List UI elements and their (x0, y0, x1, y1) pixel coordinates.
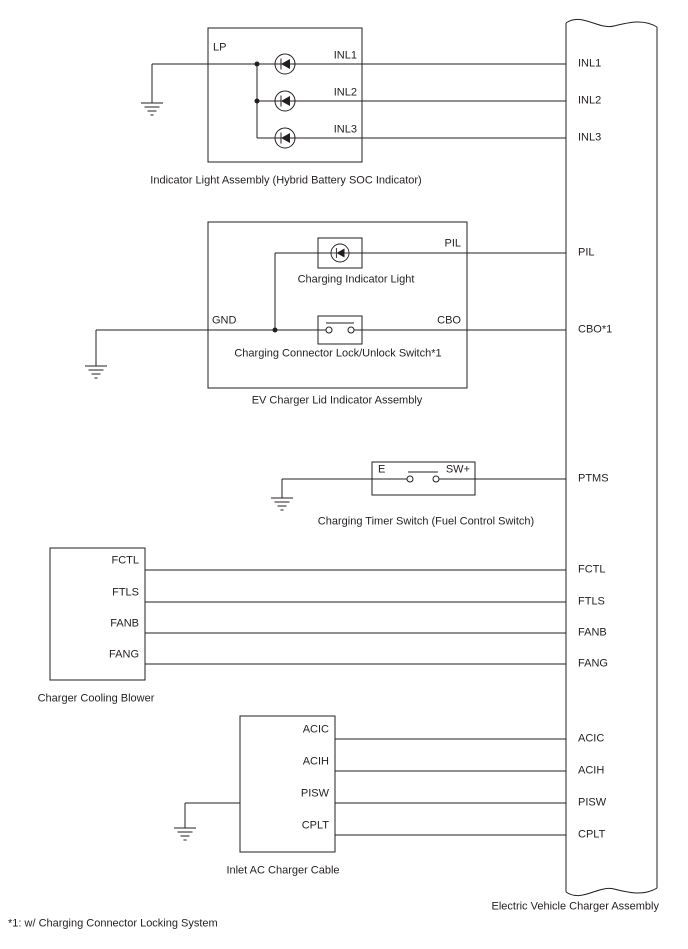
pin-label-sw-plus: SW+ (445, 463, 470, 476)
ground-icon (174, 828, 196, 840)
junction-dot (255, 99, 260, 104)
caption-charging-indicator-light: Charging Indicator Light (297, 273, 415, 286)
switch-contact-icon (326, 323, 354, 333)
pin-label-inl1-internal: INL1 (333, 49, 357, 62)
pin-label-acih-internal: ACIH (302, 755, 329, 768)
ground-icon (271, 498, 293, 510)
pin-label-gnd: GND (212, 314, 237, 327)
led-diode-icon (331, 244, 349, 262)
terminal-label-cbo: CBO*1 (578, 323, 613, 336)
pin-label-cbo-internal: CBO (437, 314, 461, 327)
terminal-label-fang: FANG (578, 657, 608, 670)
terminal-label-fctl: FCTL (578, 563, 606, 576)
pin-label-ftls-internal: FTLS (112, 586, 139, 599)
terminal-label-acih: ACIH (578, 764, 605, 777)
caption-charger-cooling-blower: Charger Cooling Blower (37, 692, 155, 705)
terminal-label-pil: PIL (578, 246, 595, 259)
ev-charger-lid-indicator-box (208, 222, 467, 388)
terminal-label-pisw: PISW (578, 796, 607, 809)
pin-label-inl3-internal: INL3 (333, 123, 357, 136)
pin-label-inl2-internal: INL2 (333, 86, 357, 99)
symbols (85, 19, 657, 895)
terminal-label-ptms: PTMS (578, 472, 609, 485)
led-diode-icon (275, 128, 295, 148)
terminal-label-fanb: FANB (578, 626, 607, 639)
pin-label-fctl-internal: FCTL (111, 554, 139, 567)
pin-label-lp: LP (213, 41, 227, 54)
ground-icon (85, 366, 107, 378)
ground-icon (141, 103, 163, 115)
caption-charging-timer-switch: Charging Timer Switch (Fuel Control Switch) (317, 515, 535, 528)
terminal-label-cplt: CPLT (578, 828, 606, 841)
pin-label-fanb-internal: FANB (110, 617, 139, 630)
pin-label-fang-internal: FANG (109, 648, 139, 661)
pin-label-cplt-internal: CPLT (301, 819, 329, 832)
caption-inlet-ac-charger-cable: Inlet AC Charger Cable (226, 864, 340, 877)
caption-indicator-light-assembly: Indicator Light Assembly (Hybrid Battery SOC Indicator) (150, 174, 422, 187)
led-diode-icon (275, 54, 295, 74)
rail-break-top (566, 19, 657, 27)
caption-electric-vehicle-charger-assembly: Electric Vehicle Charger Assembly (491, 900, 659, 913)
pin-label-acic-internal: ACIC (302, 723, 329, 736)
terminal-label-inl2: INL2 (578, 94, 602, 107)
switch-contact-icon (407, 472, 439, 482)
pin-label-pil-internal: PIL (444, 237, 461, 250)
pin-label-e: E (378, 463, 386, 476)
terminal-label-inl1: INL1 (578, 57, 602, 70)
caption-lock-unlock-switch: Charging Connector Lock/Unlock Switch*1 (234, 347, 442, 360)
terminal-label-ftls: FTLS (578, 595, 605, 608)
caption-ev-charger-lid-indicator: EV Charger Lid Indicator Assembly (251, 394, 423, 407)
rail-break-bottom (566, 888, 657, 896)
pin-label-pisw-internal: PISW (300, 787, 329, 800)
junction-dot (273, 328, 278, 333)
inlet-ac-charger-cable-box (240, 716, 335, 852)
terminal-label-acic: ACIC (578, 732, 605, 745)
footnote: *1: w/ Charging Connector Locking System (8, 917, 218, 930)
terminal-label-inl3: INL3 (578, 131, 602, 144)
led-diode-icon (275, 91, 295, 111)
junction-dot (255, 62, 260, 67)
wires-and-boxes (50, 23, 657, 892)
